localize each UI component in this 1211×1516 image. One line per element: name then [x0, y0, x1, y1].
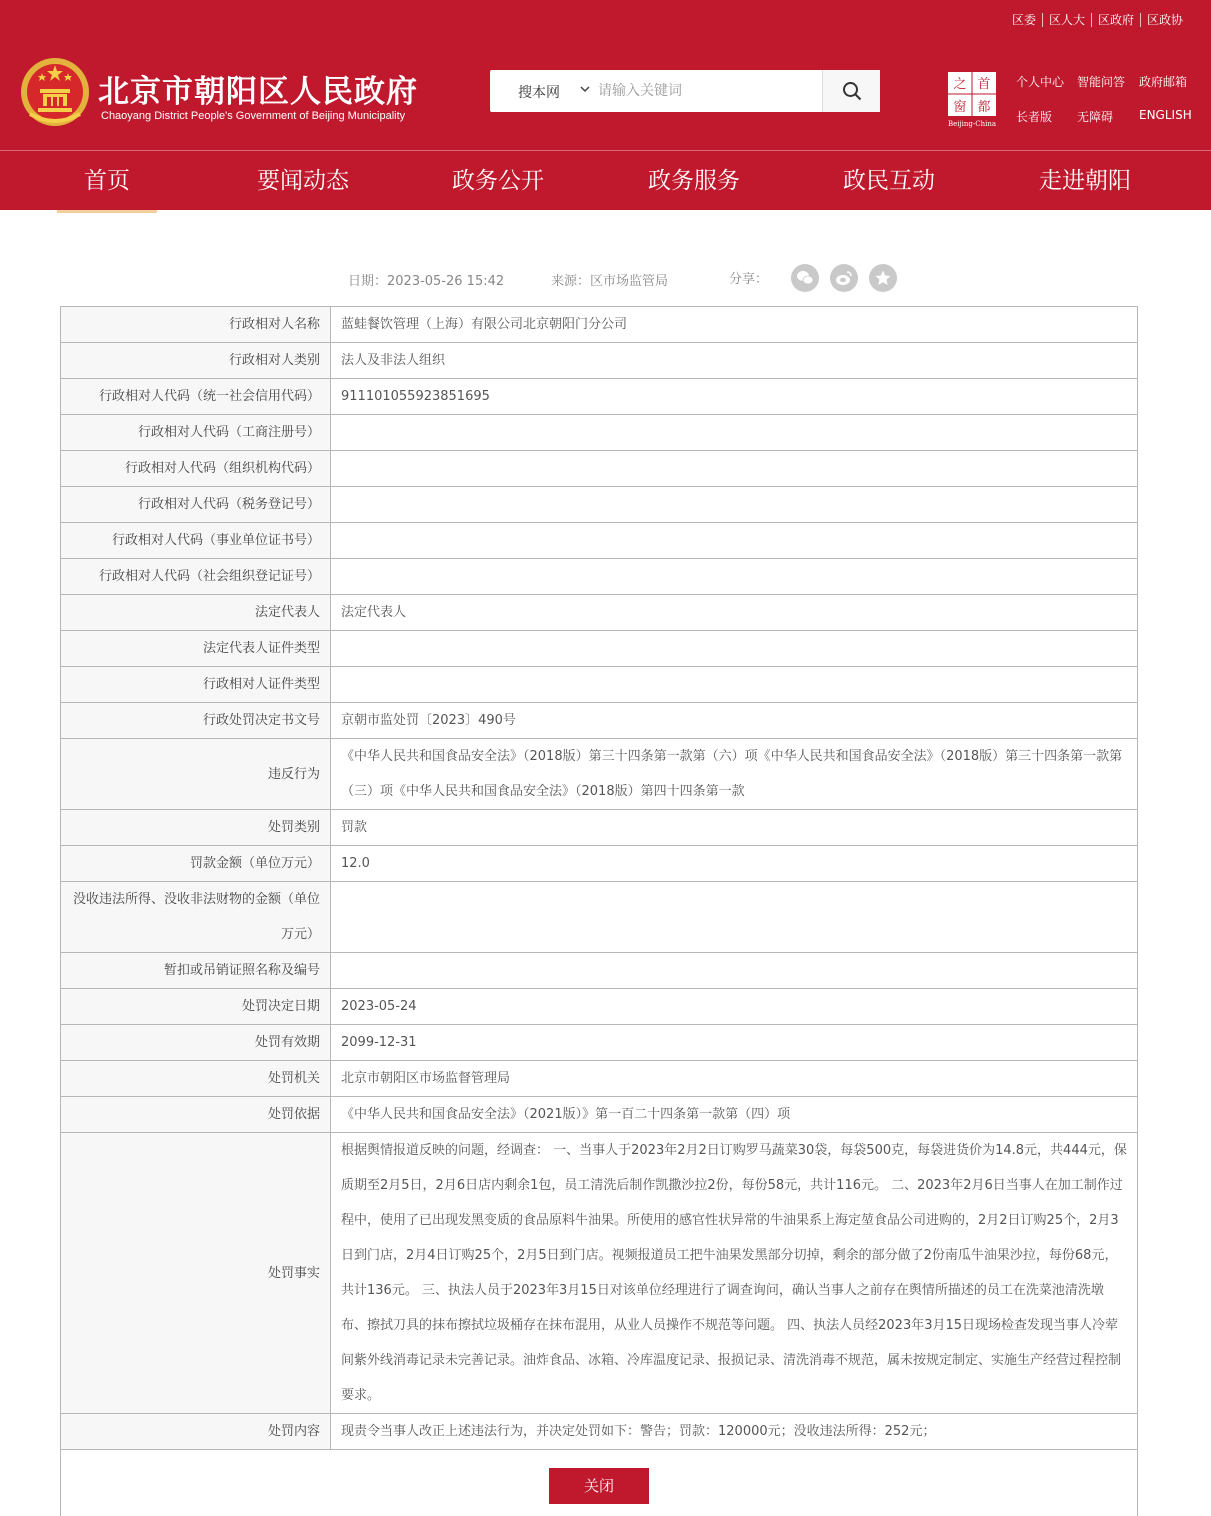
chevron-down-icon[interactable]	[580, 84, 590, 94]
penalty-info-table	[60, 306, 1138, 1450]
table-row	[61, 1097, 1138, 1133]
table-row	[61, 595, 1138, 631]
row-value: 2099-12-31	[331, 1025, 1138, 1061]
row-value: 法定代表人	[331, 595, 1138, 631]
row-label: 行政相对人代码（组织机构代码）	[61, 451, 331, 487]
row-label: 行政相对人代码（社会组织登记证号）	[61, 559, 331, 595]
row-label: 处罚依据	[61, 1097, 331, 1133]
top-link-party[interactable]: 区委	[1011, 13, 1036, 27]
site-title: 北京市朝阳区人民政府	[98, 74, 418, 110]
row-label: 罚款金额（单位万元）	[61, 846, 331, 882]
gov-email-link[interactable]: 政府邮箱	[1139, 75, 1188, 89]
table-row	[61, 739, 1138, 810]
nav-about-chaoyang[interactable]: 走进朝阳	[1039, 168, 1131, 194]
site-header	[0, 0, 1211, 210]
row-value	[331, 559, 1138, 595]
top-link-cppcc[interactable]: 区政协	[1146, 13, 1183, 27]
row-value: 京朝市监处罚〔2023〕490号	[331, 703, 1138, 739]
table-row	[61, 451, 1138, 487]
national-emblem-icon	[20, 56, 90, 128]
row-label: 处罚内容	[61, 1414, 331, 1450]
favorite-icon[interactable]	[869, 264, 897, 292]
logo-caption: Beijing-China	[947, 120, 997, 128]
row-value: 现责令当事人改正上述违法行为，并决定处罚如下：警告；罚款：120000元；没收违法所得：252元；	[331, 1414, 1138, 1450]
search-icon	[842, 81, 862, 101]
table-row	[61, 1414, 1138, 1450]
row-value: 《中华人民共和国食品安全法》（2021版）》第一百二十四条第一款第（四）项	[331, 1097, 1138, 1133]
row-value: 罚款	[331, 810, 1138, 846]
row-value	[331, 415, 1138, 451]
table-row	[61, 307, 1138, 343]
row-label: 违反行为	[61, 739, 331, 810]
main-nav	[0, 150, 1211, 210]
row-label: 行政相对人代码（工商注册号）	[61, 415, 331, 451]
table-row	[61, 415, 1138, 451]
nav-news[interactable]: 要闻动态	[257, 168, 349, 194]
row-value	[331, 487, 1138, 523]
nav-gov-affairs[interactable]: 政务公开	[452, 168, 544, 194]
row-value: 根据舆情报道反映的问题，经调查： 一、当事人于2023年2月2日订购罗马蔬菜30袋，每袋500克，每袋进货价为14.8元，共444元，保质期至2月5日，2月6日店内剩余1包，员工清洗后制作凯撒沙拉2份，每份58元，共计116元。 二、2023年2月6日当事人在加工制作过程中，使用了已出现发黑变质的食品原料牛油果。所使用的感官性状异常的牛油果系上海定堃食品公司进购的，2月2日订购25个，2月3日到门店，2月4日订购25个，2月5日到门店。视频报道员工把牛油果发黑部分切掉，剩余的部分做了2份南瓜牛油果沙拉，每份68元，共计136元。 三、执法人员于2023年3月15日对该单位经理进行了调查询问，确认当事人之前存在舆情所描述的员工在洗菜池清洗墩布、擦拭刀具的抹布擦拭垃圾桶存在抹布混用，从业人员操作不规范等问题。 四、执法人员经2023年3月15日现场检查发现当事人冷荤间紫外线消毒记录未完善记录。油炸食品、冰箱、冷库温度记录、报损记录、清洗消毒不规范，属未按规定制定、实施生产经营过程控制要求。	[331, 1133, 1138, 1414]
row-value	[331, 953, 1138, 989]
row-value: 蓝蛙餐饮管理（上海）有限公司北京朝阳门分公司	[331, 307, 1138, 343]
table-row	[61, 1133, 1138, 1414]
row-value	[331, 451, 1138, 487]
share-label: 分享：	[729, 272, 769, 287]
search-box	[490, 70, 880, 112]
row-value: 《中华人民共和国食品安全法》（2018版）第三十四条第一款第（六）项《中华人民共和国食品安全法》（2018版）第三十四条第一款第（三）项《中华人民共和国食品安全法》（2018版）第四十四条第一款	[331, 739, 1138, 810]
table-row	[61, 882, 1138, 953]
search-scope-select[interactable]: 搜本网	[518, 85, 560, 101]
logo-char: 首	[977, 77, 991, 92]
weibo-icon[interactable]	[830, 264, 858, 292]
logo-char: 都	[977, 100, 991, 115]
table-row	[61, 846, 1138, 882]
accessibility-link[interactable]: 无障碍	[1077, 110, 1114, 124]
row-value	[331, 667, 1138, 703]
row-label: 处罚事实	[61, 1133, 331, 1414]
nav-interaction[interactable]: 政民互动	[843, 168, 935, 194]
row-label: 处罚机关	[61, 1061, 331, 1097]
table-row	[61, 379, 1138, 415]
row-value	[331, 523, 1138, 559]
row-label: 法定代表人证件类型	[61, 631, 331, 667]
row-label: 暂扣或吊销证照名称及编号	[61, 953, 331, 989]
nav-gov-services[interactable]: 政务服务	[648, 168, 740, 194]
table-row	[61, 559, 1138, 595]
table-row	[61, 810, 1138, 846]
table-row	[61, 487, 1138, 523]
source: 来源：区市场监管局	[551, 274, 669, 289]
table-row	[61, 631, 1138, 667]
publish-date: 日期：2023-05-26 15:42	[348, 274, 505, 289]
row-label: 行政相对人名称	[61, 307, 331, 343]
personal-center-link[interactable]: 个人中心	[1016, 75, 1065, 89]
top-link-congress[interactable]: 区人大	[1048, 13, 1085, 27]
row-value: 法人及非法人组织	[331, 343, 1138, 379]
row-value: 91110105592385169​5	[331, 379, 1138, 415]
row-label: 行政相对人类别	[61, 343, 331, 379]
row-value: 北京市朝阳区市场监督管理局	[331, 1061, 1138, 1097]
row-label: 行政相对人证件类型	[61, 667, 331, 703]
row-label: 处罚有效期	[61, 1025, 331, 1061]
row-label: 行政相对人代码（税务登记号）	[61, 487, 331, 523]
row-value	[331, 882, 1138, 953]
row-label: 行政相对人代码（统一社会信用代码）	[61, 379, 331, 415]
table-row	[61, 989, 1138, 1025]
table-row	[61, 343, 1138, 379]
row-value: 12.0	[331, 846, 1138, 882]
close-button[interactable]: 关闭	[549, 1468, 649, 1504]
top-link-government[interactable]: 区政府	[1097, 13, 1134, 27]
row-label: 法定代表人	[61, 595, 331, 631]
table-row	[61, 667, 1138, 703]
search-button[interactable]	[822, 70, 880, 112]
row-label: 没收违法所得、没收非法财物的金额（单位万元）	[61, 882, 331, 953]
table-row	[61, 953, 1138, 989]
table-row	[61, 1061, 1138, 1097]
elderly-version-link[interactable]: 长者版	[1016, 110, 1053, 124]
site-subtitle: Chaoyang District People's Government of Beijing Municipality	[101, 110, 406, 122]
table-row	[61, 523, 1138, 559]
smart-qa-link[interactable]: 智能问答	[1077, 75, 1126, 89]
nav-home[interactable]: 首页	[84, 168, 130, 194]
table-row	[61, 1025, 1138, 1061]
search-input[interactable]	[598, 76, 808, 106]
row-value	[331, 631, 1138, 667]
row-label: 处罚决定日期	[61, 989, 331, 1025]
capital-window-logo[interactable]	[946, 70, 1000, 128]
wechat-icon[interactable]	[791, 264, 819, 292]
row-label: 处罚类别	[61, 810, 331, 846]
nav-active-indicator	[57, 210, 157, 213]
logo-char: 窗	[953, 100, 967, 115]
top-links	[1006, 12, 1189, 28]
row-label: 行政相对人代码（事业单位证书号）	[61, 523, 331, 559]
row-value: 2023-05-24	[331, 989, 1138, 1025]
logo-char: 之	[953, 77, 967, 92]
row-label: 行政处罚决定书文号	[61, 703, 331, 739]
english-link[interactable]: ENGLISH	[1139, 108, 1192, 122]
table-row	[61, 703, 1138, 739]
